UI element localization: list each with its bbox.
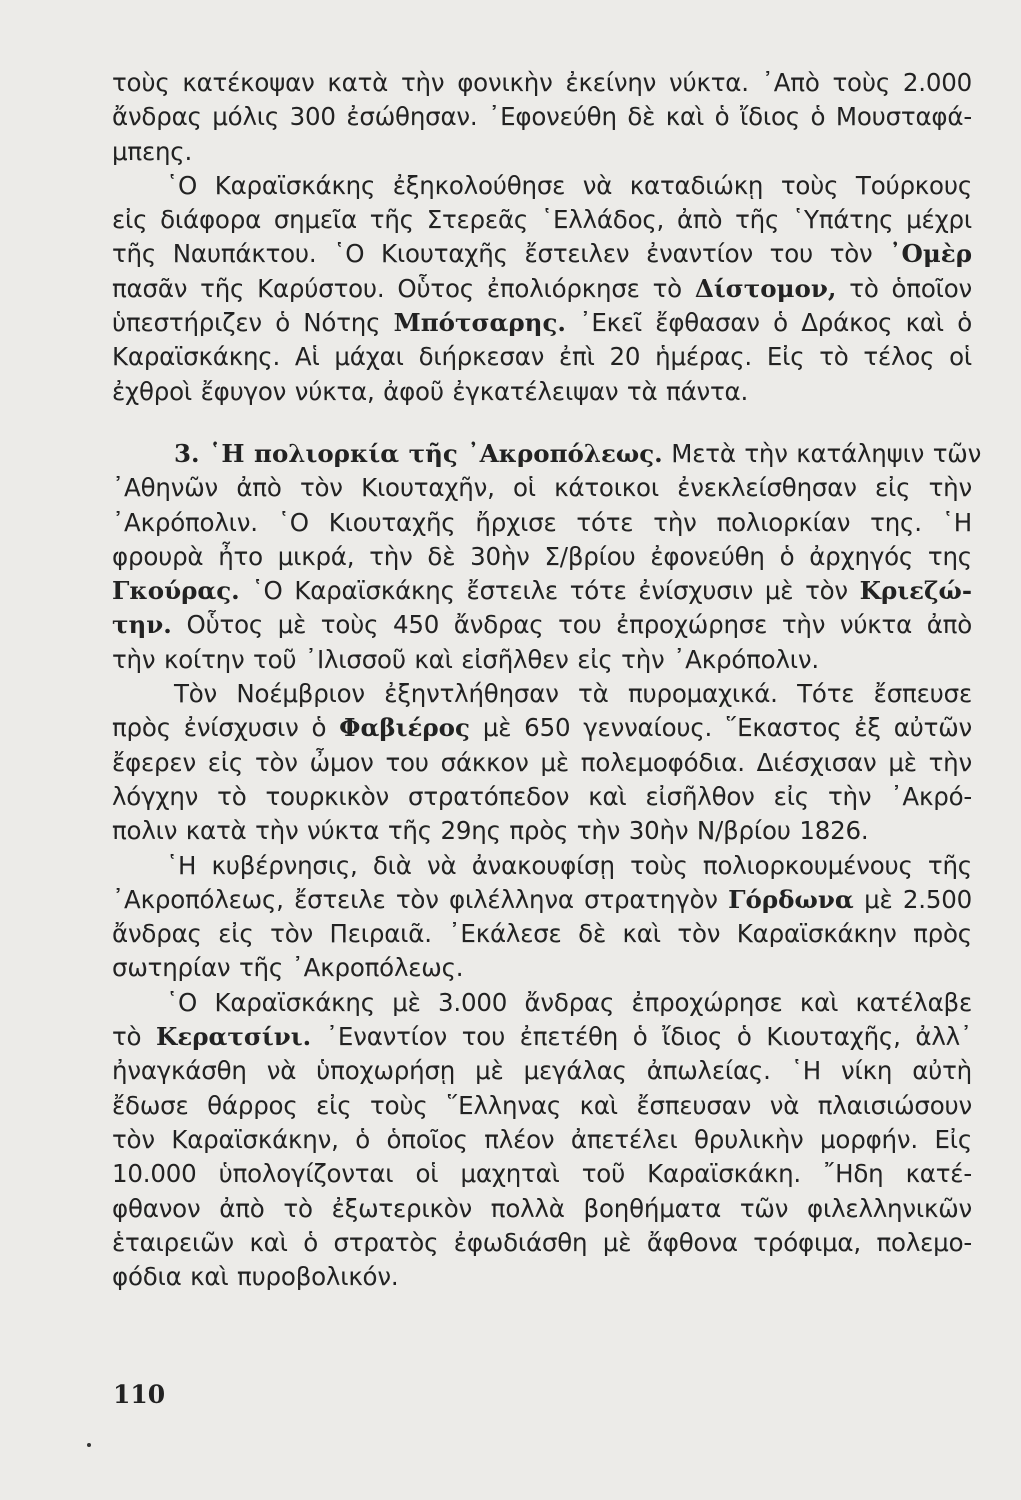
text-line: ἑταιρειῶν καὶ ὁ στρατὸς ἐφωδιάσθη μὲ ἄφθονα τρόφιμα, πολεμο- [112,1227,972,1257]
text-line: Τὸν Νοέμβριον ἐξηντλήθησαν τὰ πυρομαχικά. Τότε ἔσπευσε [174,679,972,709]
text-line: εἰς διάφορα σημεῖα τῆς Στερεᾶς ῾Ελλάδος, ἀπὸ τῆς ῾Υπάτης μέχρι [112,205,972,235]
text-line: σωτηρίαν τῆς ᾿Ακροπόλεως. [112,953,464,983]
text-line: ῾Ο Καραϊσκάκης ἐξηκολούθησε νὰ καταδιώκῃ τοὺς Τούρκους [166,170,972,200]
text-line: ᾿Ακροπόλεως, ἔστειλε τὸν φιλέλληνα στρατηγὸν Γόρδωνα μὲ 2.500 [112,884,972,914]
text-line: τὸ Κερατσίνι. ᾿Εναντίον του ἐπετέθη ὁ ἴδιος ὁ Κιουταχῆς, ἀλλ᾿ [112,1022,972,1052]
name-kriezotis: Κριεζώ- [859,576,972,606]
text-line: ἔδωσε θάρρος εἰς τοὺς ῞Ελληνας καὶ ἔσπευσαν νὰ πλαισιώσουν [112,1090,972,1120]
name-omer: ᾿Ομὲρ [889,239,972,269]
text-line: φθανον ἀπὸ τὸ ἐξωτερικὸν πολλὰ βοηθήματα τῶν φιλελληνικῶν [112,1193,972,1223]
text-line: τὴν κοίτην τοῦ ᾿Ιλισσοῦ καὶ εἰσῆλθεν εἰς τὴν ᾿Ακρόπολιν. [112,644,819,674]
text-line: ὑπεστήριζεν ὁ Νότης Μπότσαρης. ᾿Εκεῖ ἔφθασαν ὁ Δράκος καὶ ὁ [112,308,972,338]
text-line: ἠναγκάσθη νὰ ὑποχωρήσῃ μὲ μεγάλας ἀπωλείας. ῾Η νίκη αὐτὴ [112,1056,972,1086]
section-heading: 3. ῾Η πολιορκία τῆς ᾿Ακροπόλεως. [174,438,663,468]
text-line: φόδια καὶ πυροβολικόν. [112,1262,399,1292]
text-line: ἄνδρας μόλις 300 ἐσώθησαν. ᾿Εφονεύθη δὲ καὶ ὁ ἴδιος ὁ Μουσταφά- [112,102,972,132]
text-line: Γκούρας. ῾Ο Καραϊσκάκης ἔστειλε τότε ἐνίσχυσιν μὲ τὸν Κριεζώ- [112,576,972,606]
text-line: ῾Η κυβέρνησις, διὰ νὰ ἀνακουφίσῃ τοὺς πολιορκουμένους τῆς [166,850,972,880]
name-kriezotis-cont: την. [112,610,172,640]
text-line: τὸν Καραϊσκάκην, ὁ ὁποῖος πλέον ἀπετέλει θρυλικὴν μορφήν. Εἰς [112,1124,972,1154]
section-heading-line: 3. ῾Η πολιορκία τῆς ᾿Ακροπόλεως. Μετὰ τὴν κατάληψιν τῶν [174,438,982,468]
name-gordon: Γόρδωνα [728,884,854,914]
text-line: ᾿Αθηνῶν ἀπὸ τὸν Κιουταχῆν, οἱ κάτοικοι ἐνεκλείσθησαν εἰς τὴν [112,473,972,503]
place-keratsini: Κερατσίνι. [156,1022,312,1052]
place-distomon: Δίστομον, [694,273,837,303]
text-line: ᾿Ακρόπολιν. ῾Ο Κιουταχῆς ἤρχισε τότε τὴν πολιορκίαν της. ῾Η [112,507,972,537]
text-line: ἔφερεν εἰς τὸν ὦμον του σάκκον μὲ πολεμοφόδια. Διέσχισαν μὲ τὴν [112,747,972,777]
text-line: πρὸς ἐνίσχυσιν ὁ Φαβιέρος μὲ 650 γενναίους. ῞Εκαστος ἐξ αὐτῶν [112,713,972,743]
text-line: Καραϊσκάκης. Αἱ μάχαι διήρκεσαν ἐπὶ 20 ἡμέρας. Εἰς τὸ τέλος οἱ [112,342,972,372]
text-line: τοὺς κατέκοψαν κατὰ τὴν φονικὴν ἐκείνην νύκτα. ᾿Απὸ τοὺς 2.000 [112,68,972,97]
text-line: μπεης. [112,136,193,166]
text-line: ῾Ο Καραϊσκάκης μὲ 3.000 ἄνδρας ἐπροχώρησε καὶ κατέλαβε [166,987,972,1017]
body-text [112,66,982,1294]
text-line: 10.000 ὑπολογίζονται οἱ μαχηταὶ τοῦ Καραϊσκάκη. ῎Ηδη κατέ- [112,1159,972,1189]
text-line: ἐχθροὶ ἔφυγον νύκτα, ἀφοῦ ἐγκατέλειψαν τὰ πάντα. [112,376,749,406]
text-line: πασᾶν τῆς Καρύστου. Οὗτος ἐπολιόρκησε τὸ Δίστομον, τὸ ὁποῖον [112,273,972,303]
text-line: ἄνδρας εἰς τὸν Πειραιᾶ. ᾿Εκάλεσε δὲ καὶ τὸν Καραϊσκάκην πρὸς [112,919,972,949]
text-line: λόγχην τὸ τουρκικὸν στρατόπεδον καὶ εἰσῆλθον εἰς τὴν ᾿Ακρό- [112,781,972,811]
name-gkouras: Γκούρας. [112,576,240,606]
text-line: την. Οὗτος μὲ τοὺς 450 ἄνδρας του ἐπροχώρησε τὴν νύκτα ἀπὸ [112,610,972,640]
name-fabvier: Φαβιέρος [339,713,470,743]
name-botsaris: Μπότσαρης. [393,308,566,338]
text-line: φρουρὰ ἦτο μικρά, τὴν δὲ 30ὴν Σ/βρίου ἐφονεύθη ὁ ἀρχηγός της [112,541,972,571]
page-number: 110 [113,1380,166,1409]
text-line: τῆς Ναυπάκτου. ῾Ο Κιουταχῆς ἔστειλεν ἐναντίον του τὸν ᾿Ομὲρ [112,239,972,269]
print-speck [87,1443,91,1447]
text-line: πολιν κατὰ τὴν νύκτα τῆς 29ης πρὸς τὴν 30ὴν Ν/βρίου 1826. [112,816,869,846]
